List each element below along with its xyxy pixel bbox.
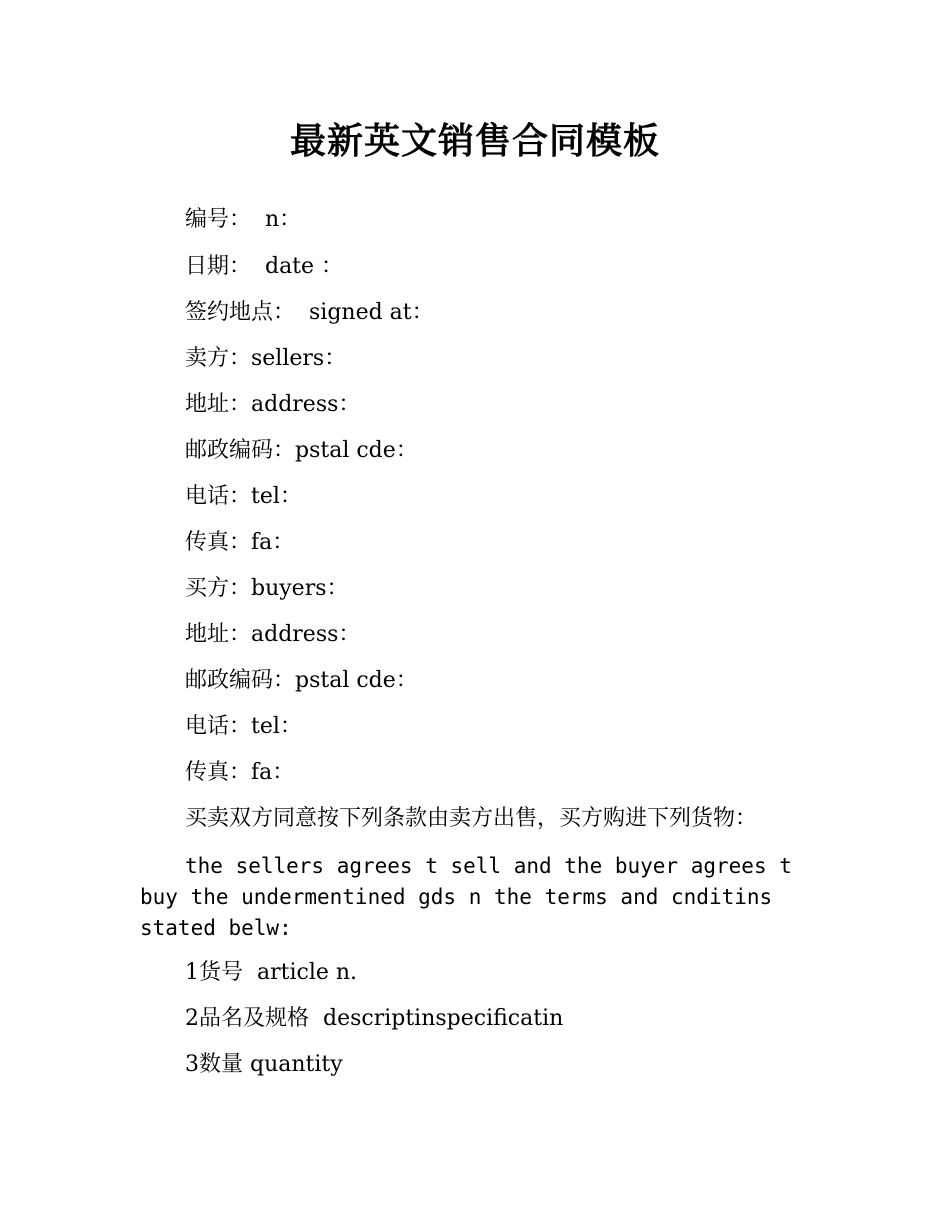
item-quantity: 3数量 quantity [185,1052,343,1077]
field-date: 日期： date ： [185,254,344,279]
field-seller-fax: 传真：fa： [185,530,295,555]
field-sellers: 卖方：sellers： [185,346,347,371]
field-buyer-fax: 传真：fa： [185,760,295,785]
field-buyer-address: 地址：address： [185,622,361,647]
field-seller-address: 地址：address： [185,392,361,417]
field-number: 编号： n： [185,207,302,232]
field-buyer-tel: 电话：tel： [185,714,302,739]
field-buyers: 买方：buyers： [185,576,349,601]
field-buyer-postal-code: 邮政编码：pstal cde： [185,668,418,693]
item-description: 2品名及规格 descriptinspecificatin [185,1006,564,1031]
field-signed-at: 签约地点： signed at： [185,300,434,325]
field-seller-postal-code: 邮政编码：pstal cde： [185,438,418,463]
page-title: 最新英文销售合同模板 [289,121,660,162]
item-article-number: 1货号 article n. [185,960,358,985]
agreement-english: the sellers agrees t sell and the buyer agrees t buy the undermentined gds n the terms and cnditins stated belw: [140,854,792,940]
agreement-chinese: 买卖双方同意按下列条款由卖方出售，买方购进下列货物： [185,806,758,831]
field-seller-tel: 电话：tel： [185,484,302,509]
